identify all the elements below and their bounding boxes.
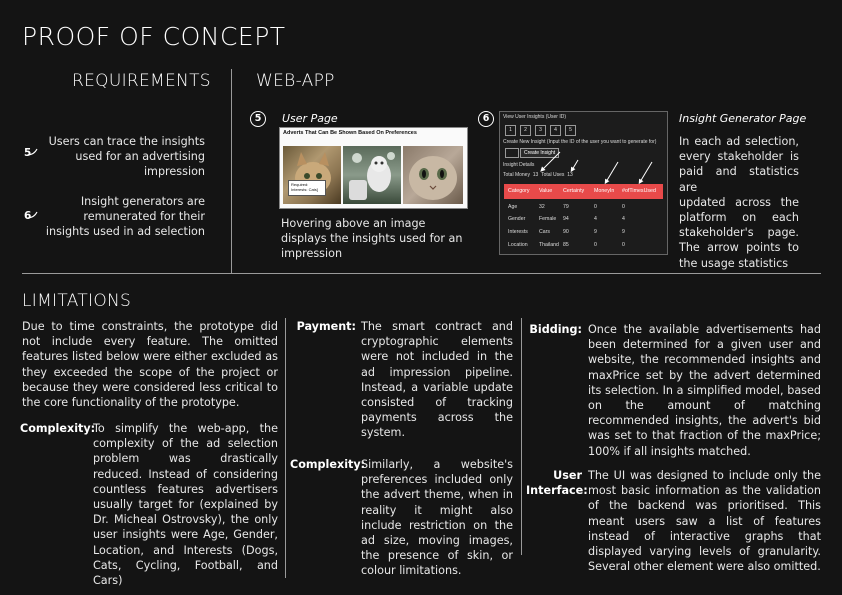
- table-row: Location Thailand 85 0 0: [508, 242, 625, 248]
- user-interface-label: User Interface:: [526, 469, 588, 498]
- limitations-intro: Due to time constraints, the prototype did not include every feature. The omitted features listed below were either excluded as they exceeded the scope of the project or because they were considered less critical to the core functionality of the prototype.: [22, 320, 278, 410]
- user-page-screenshot: [279, 127, 468, 209]
- curve-mark-icon: [26, 210, 40, 220]
- requirement-number-5: 5: [24, 141, 31, 160]
- curve-mark-icon: [26, 147, 40, 157]
- bidding-label: Bidding:: [529, 323, 582, 336]
- insight-table-header: Category Value Certainty MoneyIn #ofTimesUsed: [504, 184, 663, 199]
- requirements-heading: REQUIREMENTS: [72, 71, 211, 91]
- table-row: Gender Female 94 4 4: [508, 216, 625, 222]
- user-page-number: 5: [250, 111, 266, 127]
- complexity-label-2: Complexity:: [290, 458, 366, 471]
- payment-text: The smart contract and cryptographic elements were not included in the ad impression pipeline. Instead, a variable update consisted of tracking payments across the system.: [361, 320, 513, 440]
- complexity-text-1: To simplify the web-app, the complexity of the ad selection problem was drastically reduced. Instead of considering countless features advertisers usually target for (explained by Dr. Micheal Ostrovsky), the only user insights were Age, Gender, Location, and Interests (Dogs, Cats, Cycling, Football, and Cars): [93, 422, 278, 588]
- user-id-button-5[interactable]: 5: [565, 125, 576, 136]
- table-row: Interests Cars 90 9 9: [508, 229, 625, 235]
- bidding-text: Once the available advertisements had been determined for a given user and website, the recommended insights and maxPrice set by the advert determined its selection. In a simplified model, based on the amount of matching recommended insights, the advert's bid was set to that fraction of the maxPrice; 100% if all insights matched.: [588, 323, 821, 458]
- advert-image-cat-3[interactable]: [403, 146, 463, 204]
- insight-tooltip: Required: Interests: Cats]: [288, 180, 326, 196]
- requirement-number-6: 6: [24, 204, 31, 223]
- create-insight-button[interactable]: Create Insight: [520, 148, 559, 158]
- requirement-5-text: Users can trace the insights used for an advertising impression: [48, 135, 205, 178]
- limitations-heading: LIMITATIONS: [22, 291, 132, 311]
- table-row: Age 32 79 0 0: [508, 204, 625, 210]
- column-divider-1: [285, 318, 286, 578]
- user-interface-text: The UI was designed to include only the most basic information as the validation of the backend was prioritised. This meant users saw a list of features instead of interactive graphs that displayed varying levels of granularity. Several other element were also omitted.: [588, 469, 821, 574]
- view-insights-label: View User Insights (User ID): [503, 114, 566, 120]
- advert-image-cat-2[interactable]: [343, 146, 401, 204]
- user-id-button-1[interactable]: 1: [505, 125, 516, 136]
- column-divider-2: [521, 318, 522, 555]
- user-page-caption: Hovering above an image displays the insights used for an impression: [281, 217, 463, 261]
- user-id-button-3[interactable]: 3: [535, 125, 546, 136]
- insight-page-label: Insight Generator Page: [679, 112, 807, 125]
- insight-page-number: 6: [478, 111, 494, 127]
- totals-line: Total Money 13 Total Uses 13: [503, 172, 573, 178]
- insight-page-description: In each ad selection, every stakeholder is paid and statistics are updated across the platform on each stakeholder's page. The arrow points to the usage statistics: [679, 135, 799, 270]
- payment-label: Payment:: [296, 320, 356, 333]
- requirement-6-text: Insight generators are remunerated for their insights used in ad selection: [45, 195, 205, 238]
- user-page-mock-title: Adverts That Can Be Shown Based On Preferences: [283, 130, 417, 136]
- user-id-button-2[interactable]: 2: [520, 125, 531, 136]
- insight-page-screenshot: [499, 111, 668, 255]
- webapp-heading: WEB-APP: [256, 71, 335, 91]
- create-insight-label: Create New Insight (Input the ID of the user you want to generate for): [503, 139, 657, 145]
- section-divider: [231, 69, 232, 273]
- page-title: PROOF OF CONCEPT: [22, 22, 286, 51]
- user-id-button-4[interactable]: 4: [550, 125, 561, 136]
- user-page-label: User Page: [282, 112, 338, 125]
- insight-details-label: Insight Details: [503, 162, 535, 168]
- complexity-label-1: Complexity:: [20, 422, 96, 435]
- usage-arrows: [500, 112, 667, 192]
- section-divider-horizontal: [22, 273, 821, 274]
- complexity-text-2: Similarly, a website's preferences included only the advert theme, when in reality it might also include restriction on the ad size, moving images, the presence of skin, or colour limitations.: [361, 458, 513, 578]
